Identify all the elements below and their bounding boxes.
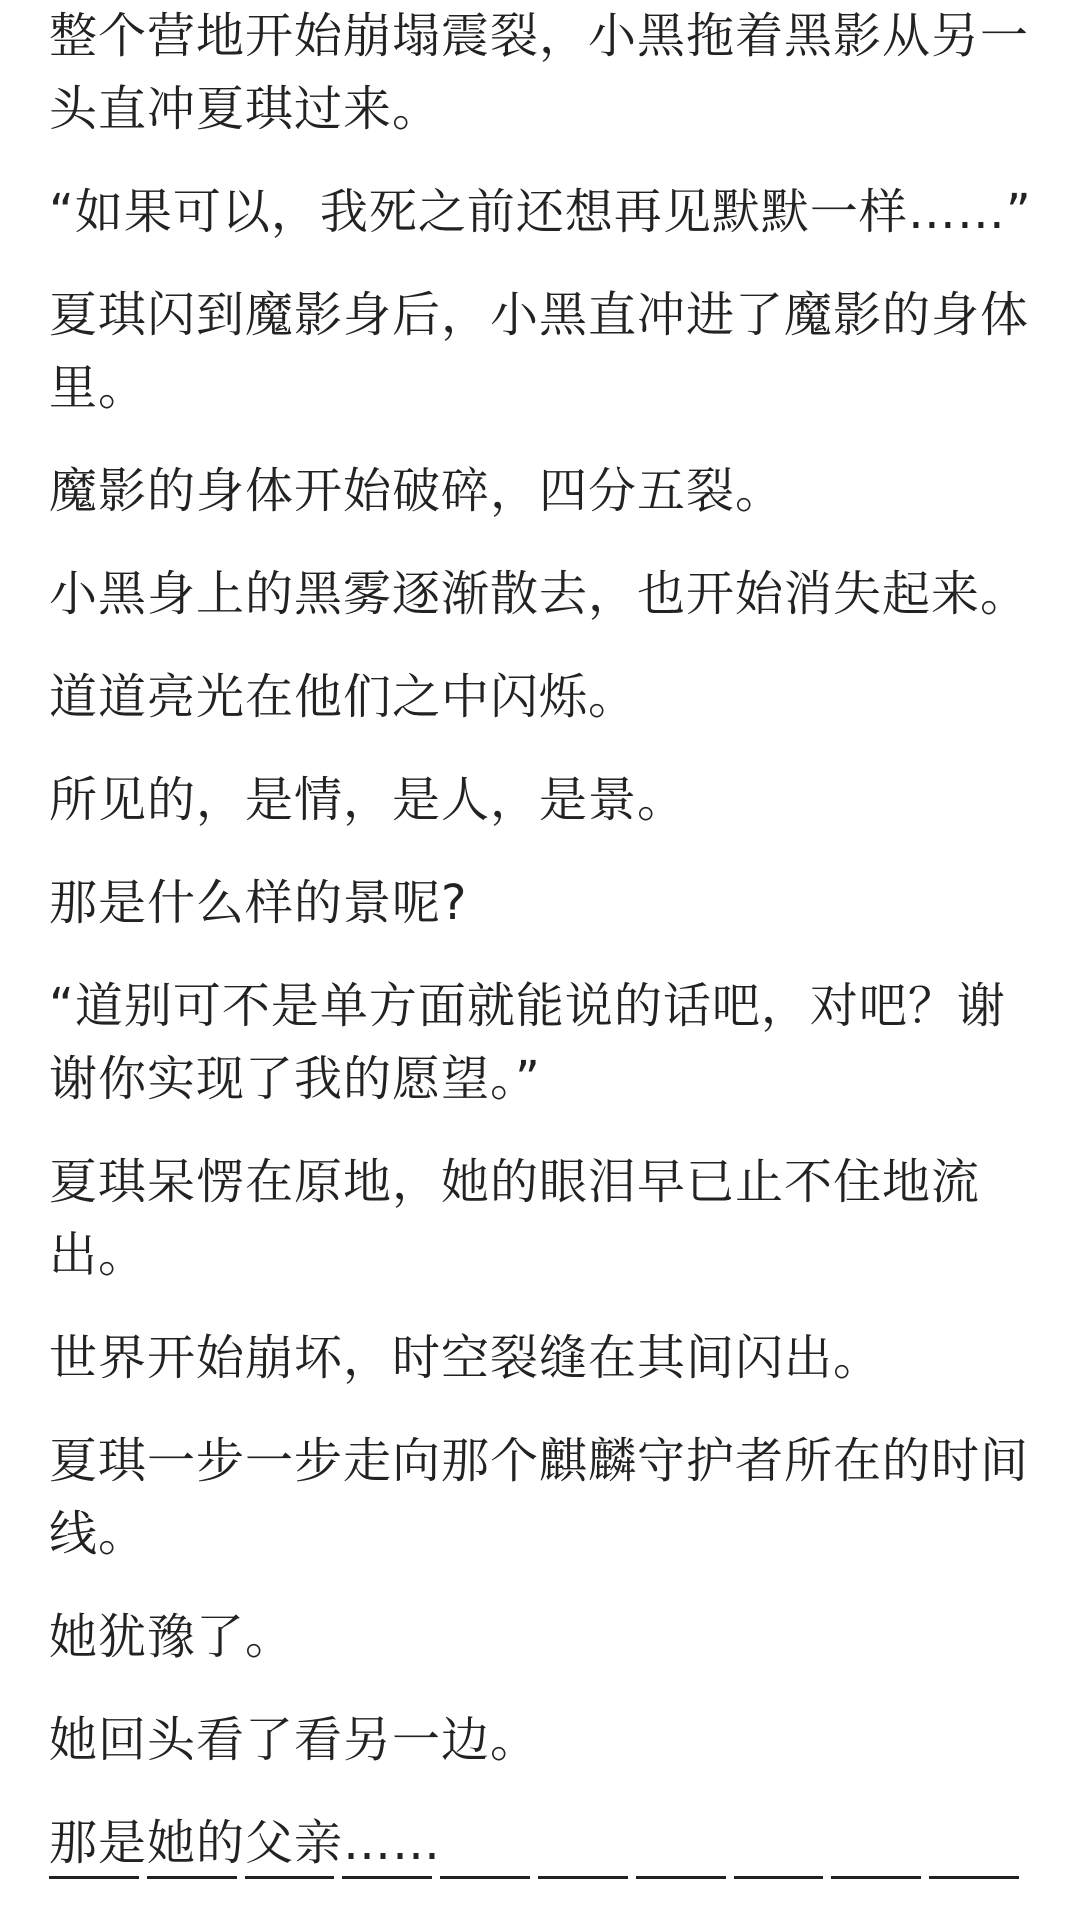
paragraph-line: 那是什么样的景呢? bbox=[49, 875, 468, 931]
paragraph-line: 魔影的身体开始破碎，四分五裂。 bbox=[49, 463, 785, 519]
divider-segment bbox=[440, 1876, 530, 1879]
paragraph-1 bbox=[49, 0, 1049, 146]
paragraph-6 bbox=[49, 661, 1049, 734]
paragraph-line: 夏琪呆愣在原地，她的眼泪早已止不住地流 bbox=[49, 1154, 981, 1210]
paragraph-line: 她犹豫了。 bbox=[49, 1609, 295, 1665]
paragraph-line: 小黑身上的黑雾逐渐散去，也开始消失起来。 bbox=[49, 566, 1030, 622]
divider-segment bbox=[147, 1876, 237, 1879]
paragraph-line: 她回头看了看另一边。 bbox=[49, 1712, 540, 1768]
paragraph-line: 整个营地开始崩塌震裂，小黑拖着黑影从另一 bbox=[49, 8, 1030, 64]
paragraph-13 bbox=[49, 1601, 1049, 1674]
paragraph-line: 里。 bbox=[49, 360, 148, 416]
paragraph-10 bbox=[49, 1146, 1049, 1292]
divider-segment bbox=[342, 1876, 432, 1879]
divider-segment bbox=[636, 1876, 726, 1879]
paragraph-4 bbox=[49, 455, 1049, 528]
paragraph-5 bbox=[49, 558, 1049, 631]
divider-segment bbox=[49, 1876, 139, 1879]
paragraph-12 bbox=[49, 1425, 1049, 1571]
section-divider bbox=[49, 1876, 1019, 1879]
paragraph-line: “道别可不是单方面就能说的话吧，对吧？谢 bbox=[49, 978, 1006, 1034]
paragraph-line: 夏琪闪到魔影身后，小黑直冲进了魔影的身体 bbox=[49, 287, 1030, 343]
paragraph-line: 世界开始崩坏，时空裂缝在其间闪出。 bbox=[49, 1330, 883, 1386]
divider-segment bbox=[929, 1876, 1019, 1879]
paragraph-2 bbox=[49, 176, 1049, 249]
paragraph-9 bbox=[49, 970, 1049, 1116]
paragraph-line: 所见的，是情，是人，是景。 bbox=[49, 772, 687, 828]
divider-segment bbox=[245, 1876, 335, 1879]
paragraph-15 bbox=[49, 1807, 1049, 1880]
paragraph-line: 头直冲夏琪过来。 bbox=[49, 81, 442, 137]
paragraph-line: 那是她的父亲…… bbox=[49, 1815, 442, 1871]
paragraph-8 bbox=[49, 867, 1049, 940]
paragraph-7 bbox=[49, 764, 1049, 837]
paragraph-line: 道道亮光在他们之中闪烁。 bbox=[49, 669, 638, 725]
divider-segment bbox=[831, 1876, 921, 1879]
divider-segment bbox=[538, 1876, 628, 1879]
paragraph-line: 线。 bbox=[49, 1506, 148, 1562]
paragraph-line: 谢你实现了我的愿望。” bbox=[49, 1051, 541, 1107]
divider-segment bbox=[734, 1876, 824, 1879]
paragraph-14 bbox=[49, 1704, 1049, 1777]
paragraph-line: “如果可以，我死之前还想再见默默一样……” bbox=[49, 184, 1032, 240]
paragraph-3 bbox=[49, 279, 1049, 425]
paragraph-line: 夏琪一步一步走向那个麒麟守护者所在的时间 bbox=[49, 1433, 1030, 1489]
paragraph-11 bbox=[49, 1322, 1049, 1395]
article-body bbox=[49, 0, 1049, 1910]
paragraph-line: 出。 bbox=[49, 1227, 148, 1283]
